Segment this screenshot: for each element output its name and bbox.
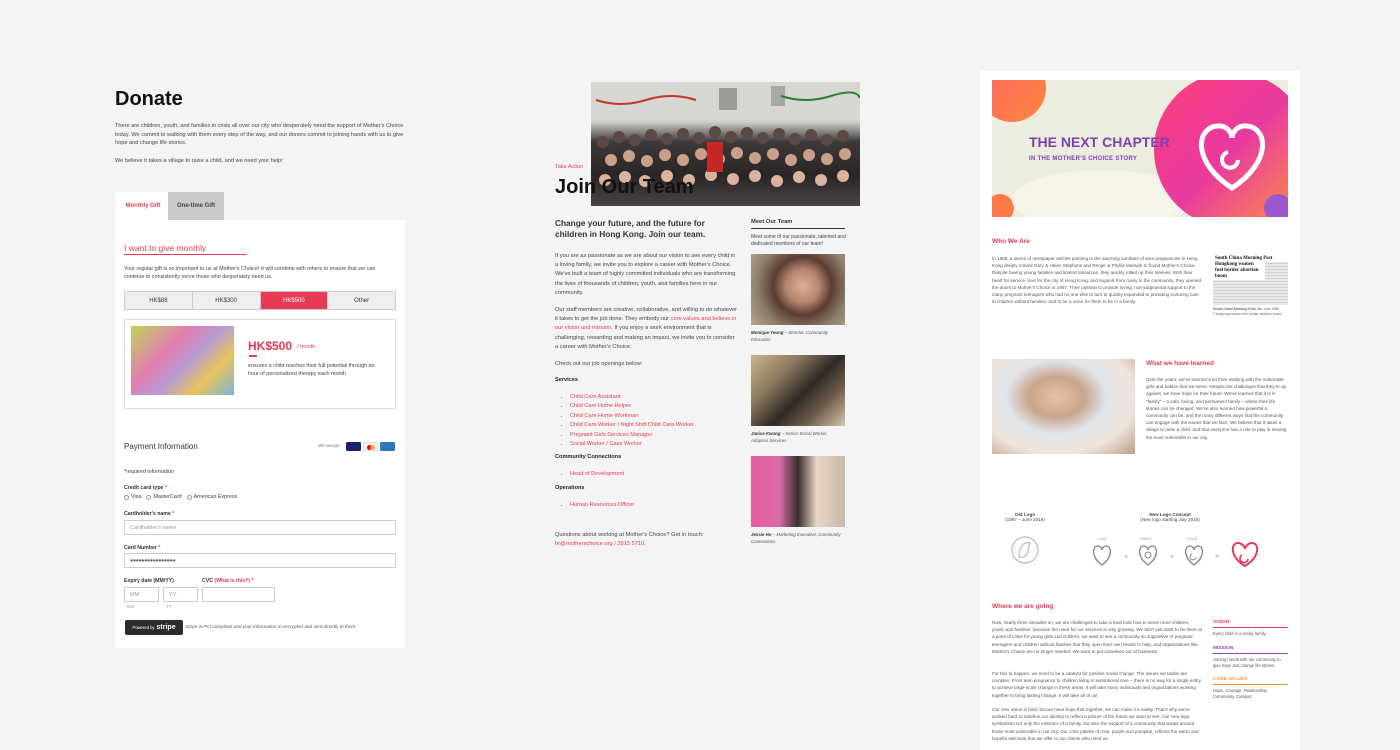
impact-description: ensures a child reaches their full potential through an hour of personalized therapy each month bbox=[248, 363, 375, 377]
where-going-paragraph-3: Our new vision is bold, but we have hope that together, we can make it a reality. That's why we've worked hard to redefine our identity to reflect a picture of the future we want to see. Our new logo symbolizes not only the embrace of a family, but also the support of a community that wraps around those most vulnerable in our city. Our color palette of rose, purple and pumpkin, reflects the warm and hopeful welcome that we offer to our clients who need us. bbox=[992, 707, 1199, 741]
what-we-learned-heading: What we have learned bbox=[1146, 360, 1214, 367]
mastercard-icon bbox=[363, 442, 378, 451]
svg-text:=: = bbox=[1215, 554, 1220, 560]
expiry-month-input[interactable]: MM bbox=[124, 587, 159, 602]
monthly-description: Your regular gift is so important to us at Mother's Choice! It will combine with others to ensure that we can continue to consistently serve those who desperately need us. bbox=[124, 266, 376, 280]
tab-one-time-gift[interactable]: One-time Gift bbox=[168, 192, 224, 220]
new-logo-label: New Logo Concept (New logo starting July 2016) bbox=[1140, 512, 1200, 522]
radio-amex[interactable]: American Express bbox=[187, 493, 238, 501]
yy-hint: YY bbox=[166, 604, 172, 609]
join-team-title: Join Our Team bbox=[555, 176, 694, 198]
vision-heading: VISION bbox=[1213, 620, 1230, 625]
meet-team-divider bbox=[751, 228, 845, 229]
newspaper-headline: Hongkong women fuel border abortion boom bbox=[1213, 262, 1265, 280]
amount-option-500[interactable]: HK$500 bbox=[261, 292, 329, 309]
radio-circle-icon bbox=[124, 495, 129, 500]
radio-mastercard[interactable]: MasterCard bbox=[146, 493, 181, 501]
payment-info-title: Payment Information bbox=[124, 442, 198, 451]
core-values-text: Hope, Courage, Relationship, Community, Catalyst. bbox=[1213, 688, 1268, 699]
core-values-divider bbox=[1213, 684, 1288, 685]
staff-photo-monique bbox=[751, 254, 845, 325]
heading-underline bbox=[124, 254, 247, 255]
join-lead-text: Change your future, and the future for children in Hong Kong. Join our team. bbox=[555, 218, 706, 239]
mission-text: Joining hands with our community to give hope and change life stories. bbox=[1213, 657, 1281, 668]
amount-underline bbox=[249, 355, 257, 357]
child-heart-icon bbox=[1186, 546, 1203, 565]
concept-word-family: FAMILY bbox=[1139, 537, 1153, 541]
card-number-input[interactable]: ●●●●●●●●●●●●●●●● bbox=[124, 553, 396, 568]
concept-word-love: LOVE bbox=[1097, 537, 1107, 541]
join-paragraph-2: Our staff members are creative, collaborative, and willing to do whatever it takes to get the job done. They embody our core values and believe in our vision and mission. If you enjoy a work environment that is challenging, rewarding and making an impact, we invite you to consider a career with Mother's Choice. bbox=[555, 307, 737, 350]
banner-subheadline: IN THE MOTHER'S CHOICE STORY bbox=[1029, 156, 1138, 162]
staff-caption-jessie: Jessie Ho – Marketing Executive, Community Connections bbox=[751, 532, 841, 544]
mm-hint: MM bbox=[127, 604, 134, 609]
who-we-are-heading: Who We Are bbox=[992, 238, 1030, 245]
radio-circle-icon bbox=[187, 495, 192, 500]
job-link[interactable]: • Child Care Worker / Night Shift Child Care Worker bbox=[570, 421, 694, 430]
radio-visa[interactable]: Visa bbox=[124, 493, 141, 501]
vision-text: Every child in a loving family bbox=[1213, 631, 1266, 636]
community-connections-heading: Community Connections bbox=[555, 454, 622, 460]
amount-option-88[interactable]: HK$88 bbox=[125, 292, 193, 309]
donate-page-title: Donate bbox=[115, 88, 183, 110]
join-paragraph-1: If you are as passionate as we are about our vision to see every child in a loving family, we invite you to explore a career with Mother's Choice. We've built a team of highly committed individuals who are transforming the lives of thousands of children, youth, and families here in our community. bbox=[555, 253, 736, 296]
give-monthly-heading: I want to give monthly bbox=[124, 243, 207, 253]
child-playing-photo bbox=[131, 326, 234, 395]
operations-job-list bbox=[555, 501, 634, 510]
meet-team-heading: Meet Our Team bbox=[751, 219, 793, 225]
new-logo-concept-diagram bbox=[1090, 542, 1262, 568]
cvc-input[interactable] bbox=[202, 587, 275, 602]
amount-option-300[interactable]: HK$300 bbox=[193, 292, 261, 309]
heart-icon bbox=[1094, 546, 1111, 565]
staff-caption-monique: Monique Yeung – Director, Community Education bbox=[751, 330, 829, 342]
where-going-heading: Where we are going bbox=[992, 603, 1054, 610]
newspaper-clipping-image bbox=[1213, 255, 1288, 305]
job-link[interactable]: • Child Care Assistant bbox=[570, 393, 694, 402]
job-openings-intro: Check out our job openings below: bbox=[555, 361, 643, 367]
we-accept-label: We accept bbox=[318, 443, 340, 448]
card-number-label: Card Number * bbox=[124, 545, 161, 551]
core-values-heading: CORE VALUES bbox=[1213, 677, 1248, 682]
staff-caption-janice: Janice Kwong – Senior Social Worker, Adoption Services bbox=[751, 431, 828, 443]
newspaper-caption: South China Morning Post, 8th June 1986 "Hongkong women fuel border abortion boom" bbox=[1213, 307, 1283, 316]
stripe-badge: Powered by stripe bbox=[125, 620, 183, 635]
core-values-link[interactable]: core values and believe in our vision and mission. bbox=[555, 316, 737, 332]
newspaper-masthead: South China Morning Post bbox=[1213, 255, 1288, 262]
services-job-list bbox=[555, 393, 694, 449]
required-note: *required information bbox=[124, 469, 175, 475]
expiry-year-input[interactable]: YY bbox=[163, 587, 198, 602]
take-action-eyebrow: Take Action bbox=[555, 164, 584, 170]
where-going-paragraph-2: For this to happen, we need to be a catalyst for positive social change. The issues we tackle are complex. From teen pregnancy to children living in institutional care – there is no way for a single entity to achieve large-scale change in these areas. It will take many individuals and organizations working together to bring lasting change. It will take all of us! bbox=[992, 671, 1201, 698]
baby-photo bbox=[992, 359, 1135, 454]
card-type-label: Credit card type * bbox=[124, 485, 167, 491]
what-is-this-link[interactable]: (What is this?) bbox=[214, 578, 251, 584]
contact-text: Questions about working at Mother's Choice? Get in touch: hr@motherschoice.org / 3915 5710. bbox=[555, 532, 704, 548]
card-type-radio-group bbox=[124, 493, 237, 501]
who-we-are-text: In 1986, a series of newspaper articles pointing to the alarming numbers of teen pregnancies in Hong Kong deeply moved Gary & Helen Stephens and Renjer & Phyllis Marwah to found Mother's Choice. Despite having young families and limited resources, they quickly rolled up their sleeves. With their heart for service, love for the city of Hong Kong, and support from many in the community, they opened the doors to Mother's Choice in 1987. Their passion to provide loving, non-judgmental support to the many pregnant teenagers who had no one else to turn to quickly expanded to providing nurturing care to children without families, and to be a voice for them to be in a family. bbox=[992, 256, 1202, 305]
job-link[interactable]: • Head of Development bbox=[570, 470, 624, 479]
services-heading: Services bbox=[555, 377, 579, 383]
amex-icon bbox=[380, 442, 395, 451]
job-link[interactable]: • Child Care Home Helper bbox=[570, 402, 694, 411]
tab-monthly-gift[interactable]: Monthly Gift bbox=[115, 192, 171, 220]
donate-intro-paragraph: There are children, youth, and families in crisis all over our city who desperately need the support of Mother's Choice today. We commit to walking with them every step of the way, and our donors commit to joining hands with us to give hope and change life stories. bbox=[115, 123, 404, 147]
visa-icon bbox=[346, 442, 361, 451]
stripe-note: Stripe is PCI compliant and your information is encrypted and sent directly to them. bbox=[185, 624, 357, 629]
what-we-learned-text: Over the years, we've learned a lot from working with the vulnerable girls and babies that we serve. Despite the challenges that they're up against, we have hope for their future. We've learned that it is in "family" – a safe, loving, and permanent family – where their life stories can be changed. We've also learned how powerful a community can be, and the many different ways that the community can engage with the issues that we face. We believe that it takes a village to raise a child, and that everyone has a role to play in serving the most vulnerable in our city. bbox=[1146, 377, 1287, 440]
vision-divider bbox=[1213, 627, 1288, 628]
cvc-label: CVC (What is this?) * bbox=[202, 578, 254, 584]
old-logo-icon bbox=[1010, 533, 1040, 567]
job-link[interactable]: • Human Resources Officer bbox=[570, 501, 634, 510]
mission-divider bbox=[1213, 653, 1288, 654]
amount-option-other[interactable]: Other bbox=[328, 292, 395, 309]
banner-headline: THE NEXT CHAPTER bbox=[1029, 134, 1170, 150]
staff-photo-jessie bbox=[751, 456, 845, 527]
contact-email-link[interactable]: hr@motherschoice.org / 3915 5710. bbox=[555, 541, 646, 548]
staff-photo-janice bbox=[751, 355, 845, 426]
next-chapter-banner bbox=[992, 80, 1288, 217]
amount-selector bbox=[124, 291, 396, 310]
where-going-paragraph-1: Now, nearly three decades on, we are challenged to take a hard look how to serve more children, youth, and families, because the need for our services is only growing. We don't just want to be there at a point of crisis for young girls and children, we want to see a community so supportive of pregnant teenagers and children without families that they open their own hearts to help, and organizations like Mother's Choice are no longer needed. We want to put ourselves out of business! bbox=[992, 620, 1202, 654]
radio-circle-icon bbox=[146, 495, 151, 500]
cardholder-label: Cardholder's name * bbox=[124, 511, 175, 517]
job-link[interactable]: • Pregnant Girls Services Manager bbox=[570, 431, 694, 440]
cardholder-name-input[interactable]: Cardholder's name bbox=[124, 520, 396, 535]
job-link[interactable]: • Child Care Home Workman bbox=[570, 412, 694, 421]
svg-text:+: + bbox=[1124, 554, 1129, 560]
selected-amount-display: HK$500 bbox=[248, 339, 293, 353]
operations-heading: Operations bbox=[555, 485, 585, 491]
per-month-label: / month bbox=[297, 344, 316, 350]
svg-text:+: + bbox=[1170, 554, 1175, 560]
meet-team-text: Meet some of our passionate, talented and dedicated members of our team! bbox=[751, 234, 846, 248]
community-job-list bbox=[555, 470, 624, 479]
old-logo-label: Old Logo (1987 – June 2016) bbox=[1005, 512, 1045, 522]
mission-heading: MISSION bbox=[1213, 646, 1234, 651]
donate-intro-closing: We believe it takes a village to raise a child, and we need your help! bbox=[115, 158, 283, 164]
family-heart-icon bbox=[1140, 546, 1157, 565]
expiry-label: Expiry date (MM/YY) bbox=[124, 578, 174, 584]
job-link[interactable]: • Social Worker / Case Worker bbox=[570, 440, 694, 449]
concept-word-child: CHILD bbox=[1186, 537, 1198, 541]
